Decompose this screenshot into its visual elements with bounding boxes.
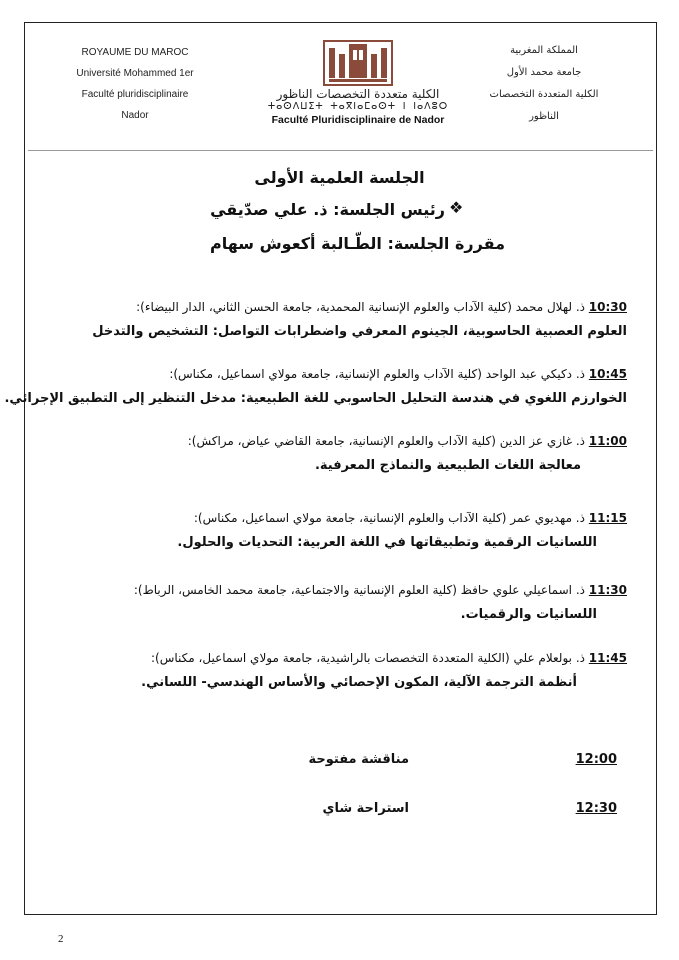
faculty-logo [238,40,478,130]
closing-time: 12:30 [575,801,617,816]
talk-time: 10:45 [588,367,627,381]
talk-title: الخوارزم اللغوي في هندسة التحليل الحاسوبي للغة الطبيعية: مدخل التنظير إلى التطبيق الإجرائي. [4,391,627,406]
diamond-bullet-icon: ❖ [449,198,464,217]
logo-french-name: Faculté Pluridisciplinaire de Nador [271,114,445,126]
closing-item [217,752,617,776]
talk-item [57,648,627,694]
header-divider [28,150,653,151]
talk-item [4,364,627,410]
session-chair: رئيس الجلسة: ذ. علي صدّيقي [210,200,445,219]
header-french-line: ROYAUME DU MAROC [81,47,189,58]
talk-title: اللسانيات الرقمية وتطبيقاتها في اللغة العربية: التحديات والحلول. [177,535,597,550]
header-french-line: Université Mohammed 1er [76,68,194,79]
talk-item [57,580,627,626]
talk-time: 11:30 [588,583,627,597]
talk-title: معالجة اللغات الطبيعية والنماذج المعرفية. [314,458,581,473]
header-french-block [60,42,210,126]
closing-label: استراحة شاي [322,801,409,816]
header-arabic-line: المملكة المغربية [510,45,578,56]
talk-speaker: ذ. غازي عز الدين (كلية الآداب والعلوم الإنسانية، جامعة القاضي عياض، مراكش): [187,434,589,448]
talk-item [57,297,627,343]
talk-speaker: ذ. بولعلام علي (الكلية المتعددة التخصصات بالراشيدية، جامعة مولاي اسماعيل، مكناس): [151,651,589,665]
session-rapporteur: مقررة الجلسة: الطّـالبة أكعوش سهام [209,234,505,253]
talk-time: 11:15 [588,511,627,525]
talk-speaker: ذ. لهلال محمد (كلية الآداب والعلوم الإنسانية المحمدية، جامعة الحسن الثاني، الدار البيضاء): [136,300,589,314]
header-french-line: Faculté pluridisciplinaire [81,89,189,100]
logo-tifinagh-name: ⵜⴰⵙⴷⵡⵉⵜ ⵜⴰⴳⵏⴰⵎⴰⵙⵜ ⵏ ⵏⴰⴷⵓⵔ [267,101,449,112]
talk-speaker: ذ. مهديوي عمر (كلية الآداب والعلوم الإنسانية، جامعة مولاي اسماعيل، مكناس): [193,511,589,525]
talk-title: اللسانيات والرقميات. [460,607,597,622]
closing-label: مناقشة مفتوحة [308,752,409,767]
closing-time: 12:00 [575,752,617,767]
logo-arabic-name: الكلية متعددة التخصصات الناظور [276,87,440,101]
talk-speaker: ذ. دكيكي عبد الواحد (كلية الآداب والعلوم الإنسانية، جامعة مولاي اسماعيل، مكناس): [169,367,589,381]
talk-time: 10:30 [588,300,627,314]
header-arabic-line: الكلية المتعددة التخصصات [489,89,599,100]
header-arabic-line: الناظور [529,111,559,122]
header-arabic-line: جامعة محمد الأول [506,67,582,78]
page-number: 2 [58,933,64,945]
closing-item [217,801,617,825]
talk-title: العلوم العصبية الحاسوبية، الجينوم المعرفي واضطرابات التواصل: التشخيص والتدخل [92,324,627,339]
talk-time: 11:00 [588,434,627,448]
talk-item [57,508,627,554]
talk-speaker: ذ. اسماعيلي علوي حافظ (كلية العلوم الإنسانية والاجتماعية، جامعة محمد الخامس، الرباط): [133,583,589,597]
talk-title: أنظمة الترجمة الآلية، المكون الإحصائي والأساس الهندسي- اللساني. [141,675,577,690]
faculty-emblem-icon [323,40,393,86]
talk-time: 11:45 [588,651,627,665]
header-french-line: Nador [121,110,149,121]
header-arabic-block [469,40,619,128]
talk-item [57,431,627,477]
session-title: الجلسة العلمية الأولى [254,168,425,187]
